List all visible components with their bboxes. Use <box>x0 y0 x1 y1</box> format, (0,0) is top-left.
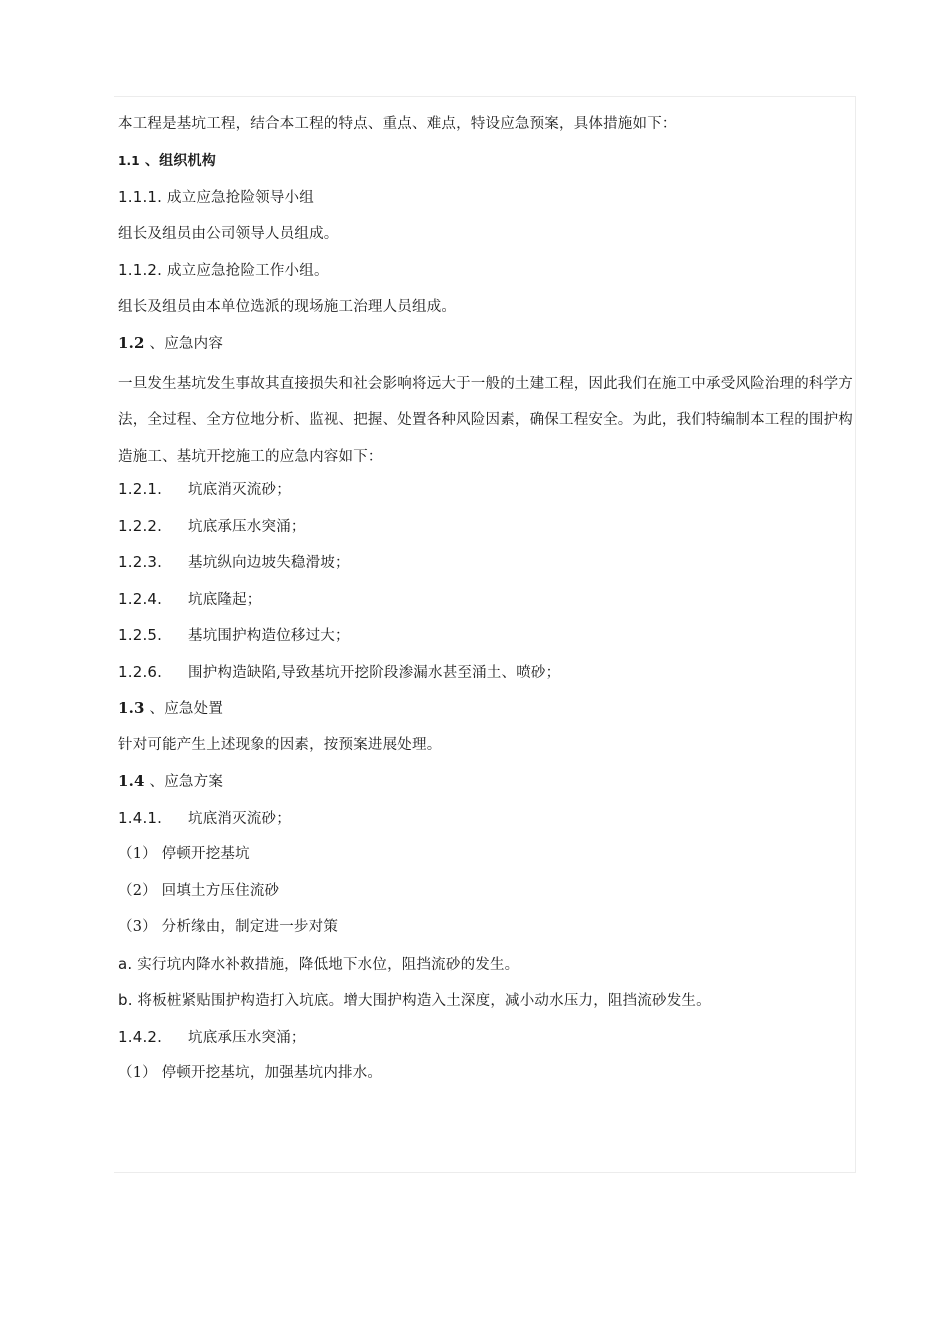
subsection-text: 坑底承压水突涌； <box>188 1029 306 1046</box>
paragraph-1-1-2: 组长及组员由本单位选派的现场施工治理人员组成。 <box>118 298 457 315</box>
list-item-text: 基坑围护构造位移过大； <box>188 628 350 644</box>
list-item-text: 坑底消灭流砂； <box>188 482 291 498</box>
document-body <box>118 110 863 1096</box>
list-item: （3） 分析缘由，制定进一步对策 <box>118 919 339 935</box>
section-heading-1-3 <box>118 694 863 731</box>
list-item-number: 1.2.2. <box>118 516 163 535</box>
section-number: 1.2 <box>118 334 145 352</box>
list-item <box>118 548 863 585</box>
list-item-number: 1.2.4. <box>118 589 163 608</box>
subsection-number: 1.1.1. <box>118 188 163 206</box>
item-text: 将板桩紧贴围护构造打入坑底。增大围护构造入土深度，减小动水压力，阻挡流砂发生。 <box>137 993 711 1009</box>
subsection-text: 成立应急抢险领导小组 <box>166 190 314 206</box>
list-item <box>118 585 863 622</box>
item-letter: a. <box>118 954 133 973</box>
subsection-text: 坑底消灭流砂； <box>188 810 291 827</box>
subsection-1-1-2 <box>118 256 863 293</box>
list-item-text: 坑底隆起； <box>188 591 262 608</box>
section-number: 1.3 <box>118 699 145 717</box>
list-item-text: 基坑纵向边坡失稳滑坡； <box>188 555 350 571</box>
item-text: 实行坑内降水补救措施，降低地下水位，阻挡流砂的发生。 <box>137 956 520 973</box>
list-item-text: 坑底承压水突涌； <box>188 518 306 535</box>
list-item: （2） 回填土方压住流砂 <box>118 882 280 899</box>
section-number: 1.1 <box>118 153 140 168</box>
section-title: 、应急内容 <box>149 336 224 352</box>
list-item <box>118 621 863 658</box>
list-item: （1） 停顿开挖基坑，加强基坑内排水。 <box>118 1065 383 1081</box>
section-heading-1-1 <box>118 147 863 184</box>
item-letter: b. <box>118 991 133 1009</box>
section-title: 、应急处置 <box>149 701 224 717</box>
subsection-number: 1.4.1. <box>118 808 163 827</box>
subsection-number: 1.4.2. <box>118 1027 163 1046</box>
subsection-1-4-2 <box>118 1023 863 1060</box>
list-item-number: 1.2.1. <box>118 480 163 498</box>
subsection-1-1-1 <box>118 183 863 220</box>
list-item <box>118 658 863 695</box>
section-heading-1-4 <box>118 767 863 804</box>
list-item <box>118 512 863 549</box>
list-item: （1） 停顿开挖基坑 <box>118 846 250 862</box>
subsection-text: 成立应急抢险工作小组。 <box>166 263 329 279</box>
list-item-number: 1.2.3. <box>118 553 163 571</box>
list-1-2 <box>118 475 863 694</box>
list-item-text: 围护构造缺陷,导致基坑开挖阶段渗漏水甚至涌土、喷砂； <box>188 664 561 681</box>
list-item-number: 1.2.6. <box>118 662 163 681</box>
list-1-4-2 <box>118 1059 863 1096</box>
item-1-4-1-b <box>118 986 863 1023</box>
paragraph-1-1-1: 组长及组员由公司领导人员组成。 <box>118 225 339 242</box>
paragraph-1-3: 针对可能产生上述现象的因素，按预案进展处理。 <box>118 736 442 753</box>
section-number: 1.4 <box>118 772 145 790</box>
list-item-number: 1.2.5. <box>118 626 163 644</box>
section-heading-1-2 <box>118 329 863 366</box>
subsection-number: 1.1.2. <box>118 261 163 279</box>
subsection-1-4-1 <box>118 804 863 841</box>
list-item <box>118 475 863 512</box>
section-title: 、组织机构 <box>144 152 216 169</box>
item-1-4-1-a <box>118 950 863 987</box>
paragraph-1-2: 一旦发生基坑发生事故其直接损失和社会影响将远大于一般的土建工程，因此我们在施工中承受风险治理的科学方法，全过程、全方位地分析、监视、把握、处置各种风险因素，确保工程安全。为此，我们特编制本工程的围护构造施工、基坑开挖施工的应急内容如下： <box>118 375 853 465</box>
intro-paragraph: 本工程是基坑工程，结合本工程的特点、重点、难点，特设应急预案，具体措施如下： <box>118 116 677 132</box>
section-title: 、应急方案 <box>149 774 224 790</box>
list-1-4-1 <box>118 840 863 950</box>
